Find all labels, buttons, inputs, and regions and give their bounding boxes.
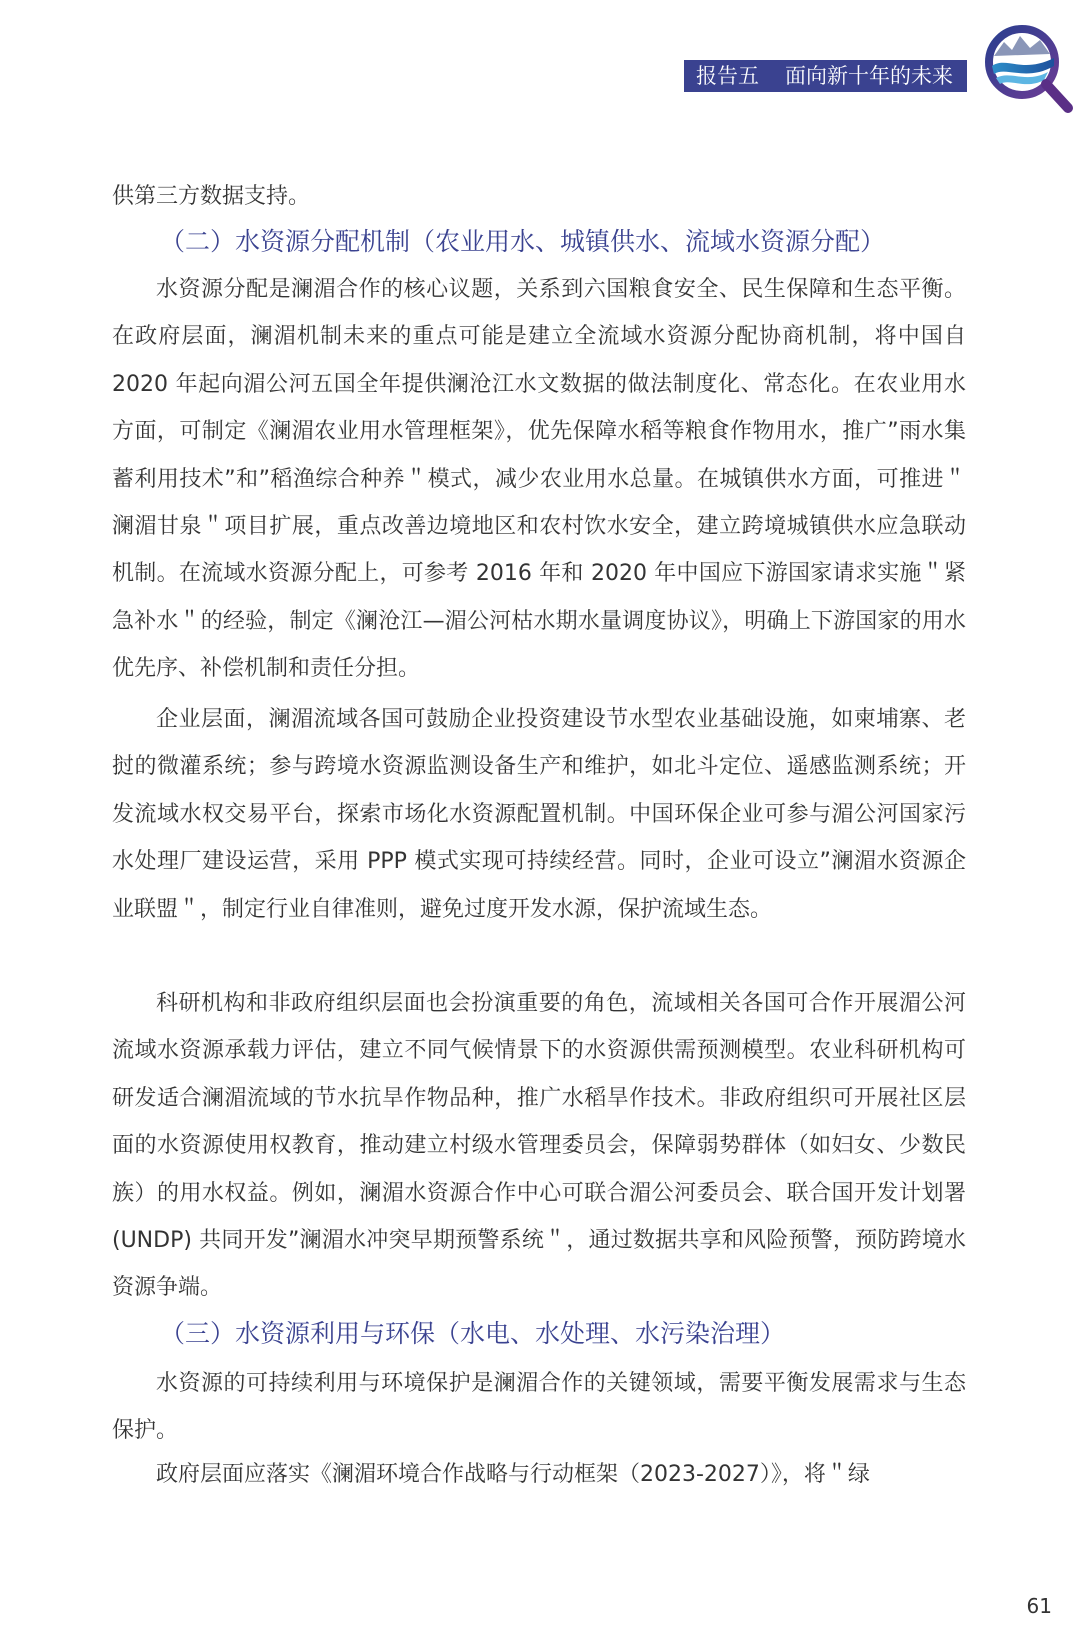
- section-heading-water-use-environment: （三）水资源利用与环保（水电、水处理、水污染治理）: [160, 1319, 786, 1348]
- header-chapter: 报告五: [696, 64, 759, 88]
- paragraph-enterprise-level: 企业层面，澜湄流域各国可鼓励企业投资建设节水型农业基础设施，如柬埔寨、老挝的微灌系统；参与跨境水资源监测设备生产和维护，如北斗定位、遥感监测系统；开发流域水权交易平台，探索市场化水资源配置机制。中国环保企业可参与湄公河国家污水处理厂建设运营，采用 PPP 模式实现可持续经营。同时，企业可设立”澜湄水资源企业联盟＂，制定行业自律准则，避免过度开发水源，保护流域生态。: [112, 707, 966, 922]
- paragraph-sustainable-use: 水资源的可持续利用与环境保护是澜湄合作的关键领域，需要平衡发展需求与生态保护。: [112, 1371, 966, 1444]
- header-title: 面向新十年的未来: [785, 64, 953, 88]
- header-band: [684, 60, 967, 92]
- paragraph-government-level: 政府层面应落实《澜湄环境合作战略与行动框架（2023-2027）》，将＂绿: [156, 1462, 870, 1487]
- paragraph-water-allocation: 水资源分配是澜湄合作的核心议题，关系到六国粮食安全、民生保障和生态平衡。在政府层面，澜湄机制未来的重点可能是建立全流域水资源分配协商机制，将中国自 2020 年起向湄公河五国全年提供澜沧江水文数据的做法制度化、常态化。在农业用水方面，可制定《澜湄农业用水管理框架》，优先保障水稻等粮食作物用水，推广”雨水集蓄利用技术”和”稻渔综合种养＂模式，减少农业用水总量。在城镇供水方面，可推进＂澜湄甘泉＂项目扩展，重点改善边境地区和农村饮水安全，建立跨境城镇供水应急联动机制。在流域水资源分配上，可参考 2016 年和 2020 年中国应下游国家请求实施＂紧急补水＂的经验，制定《澜沧江—湄公河枯水期水量调度协议》，明确上下游国家的用水优先序、补偿机制和责任分担。: [112, 277, 966, 682]
- magnifier-river-logo-icon: [982, 22, 1074, 114]
- page-number: 61: [1026, 1594, 1052, 1618]
- continued-line: 供第三方数据支持。: [112, 184, 311, 209]
- section-heading-water-allocation: （二）水资源分配机制（农业用水、城镇供水、流域水资源分配）: [160, 227, 886, 256]
- paragraph-research-ngo: 科研机构和非政府组织层面也会扮演重要的角色，流域相关各国可合作开展湄公河流域水资源承载力评估，建立不同气候情景下的水资源供需预测模型。农业科研机构可研发适合澜湄流域的节水抗旱作物品种，推广水稻旱作技术。非政府组织可开展社区层面的水资源使用权教育，推动建立村级水管理委员会，保障弱势群体（如妇女、少数民族）的用水权益。例如，澜湄水资源合作中心可联合湄公河委员会、联合国开发计划署 (UNDP) 共同开发”澜湄水冲突早期预警系统＂，通过数据共享和风险预警，预防跨境水资源争端。: [112, 991, 966, 1301]
